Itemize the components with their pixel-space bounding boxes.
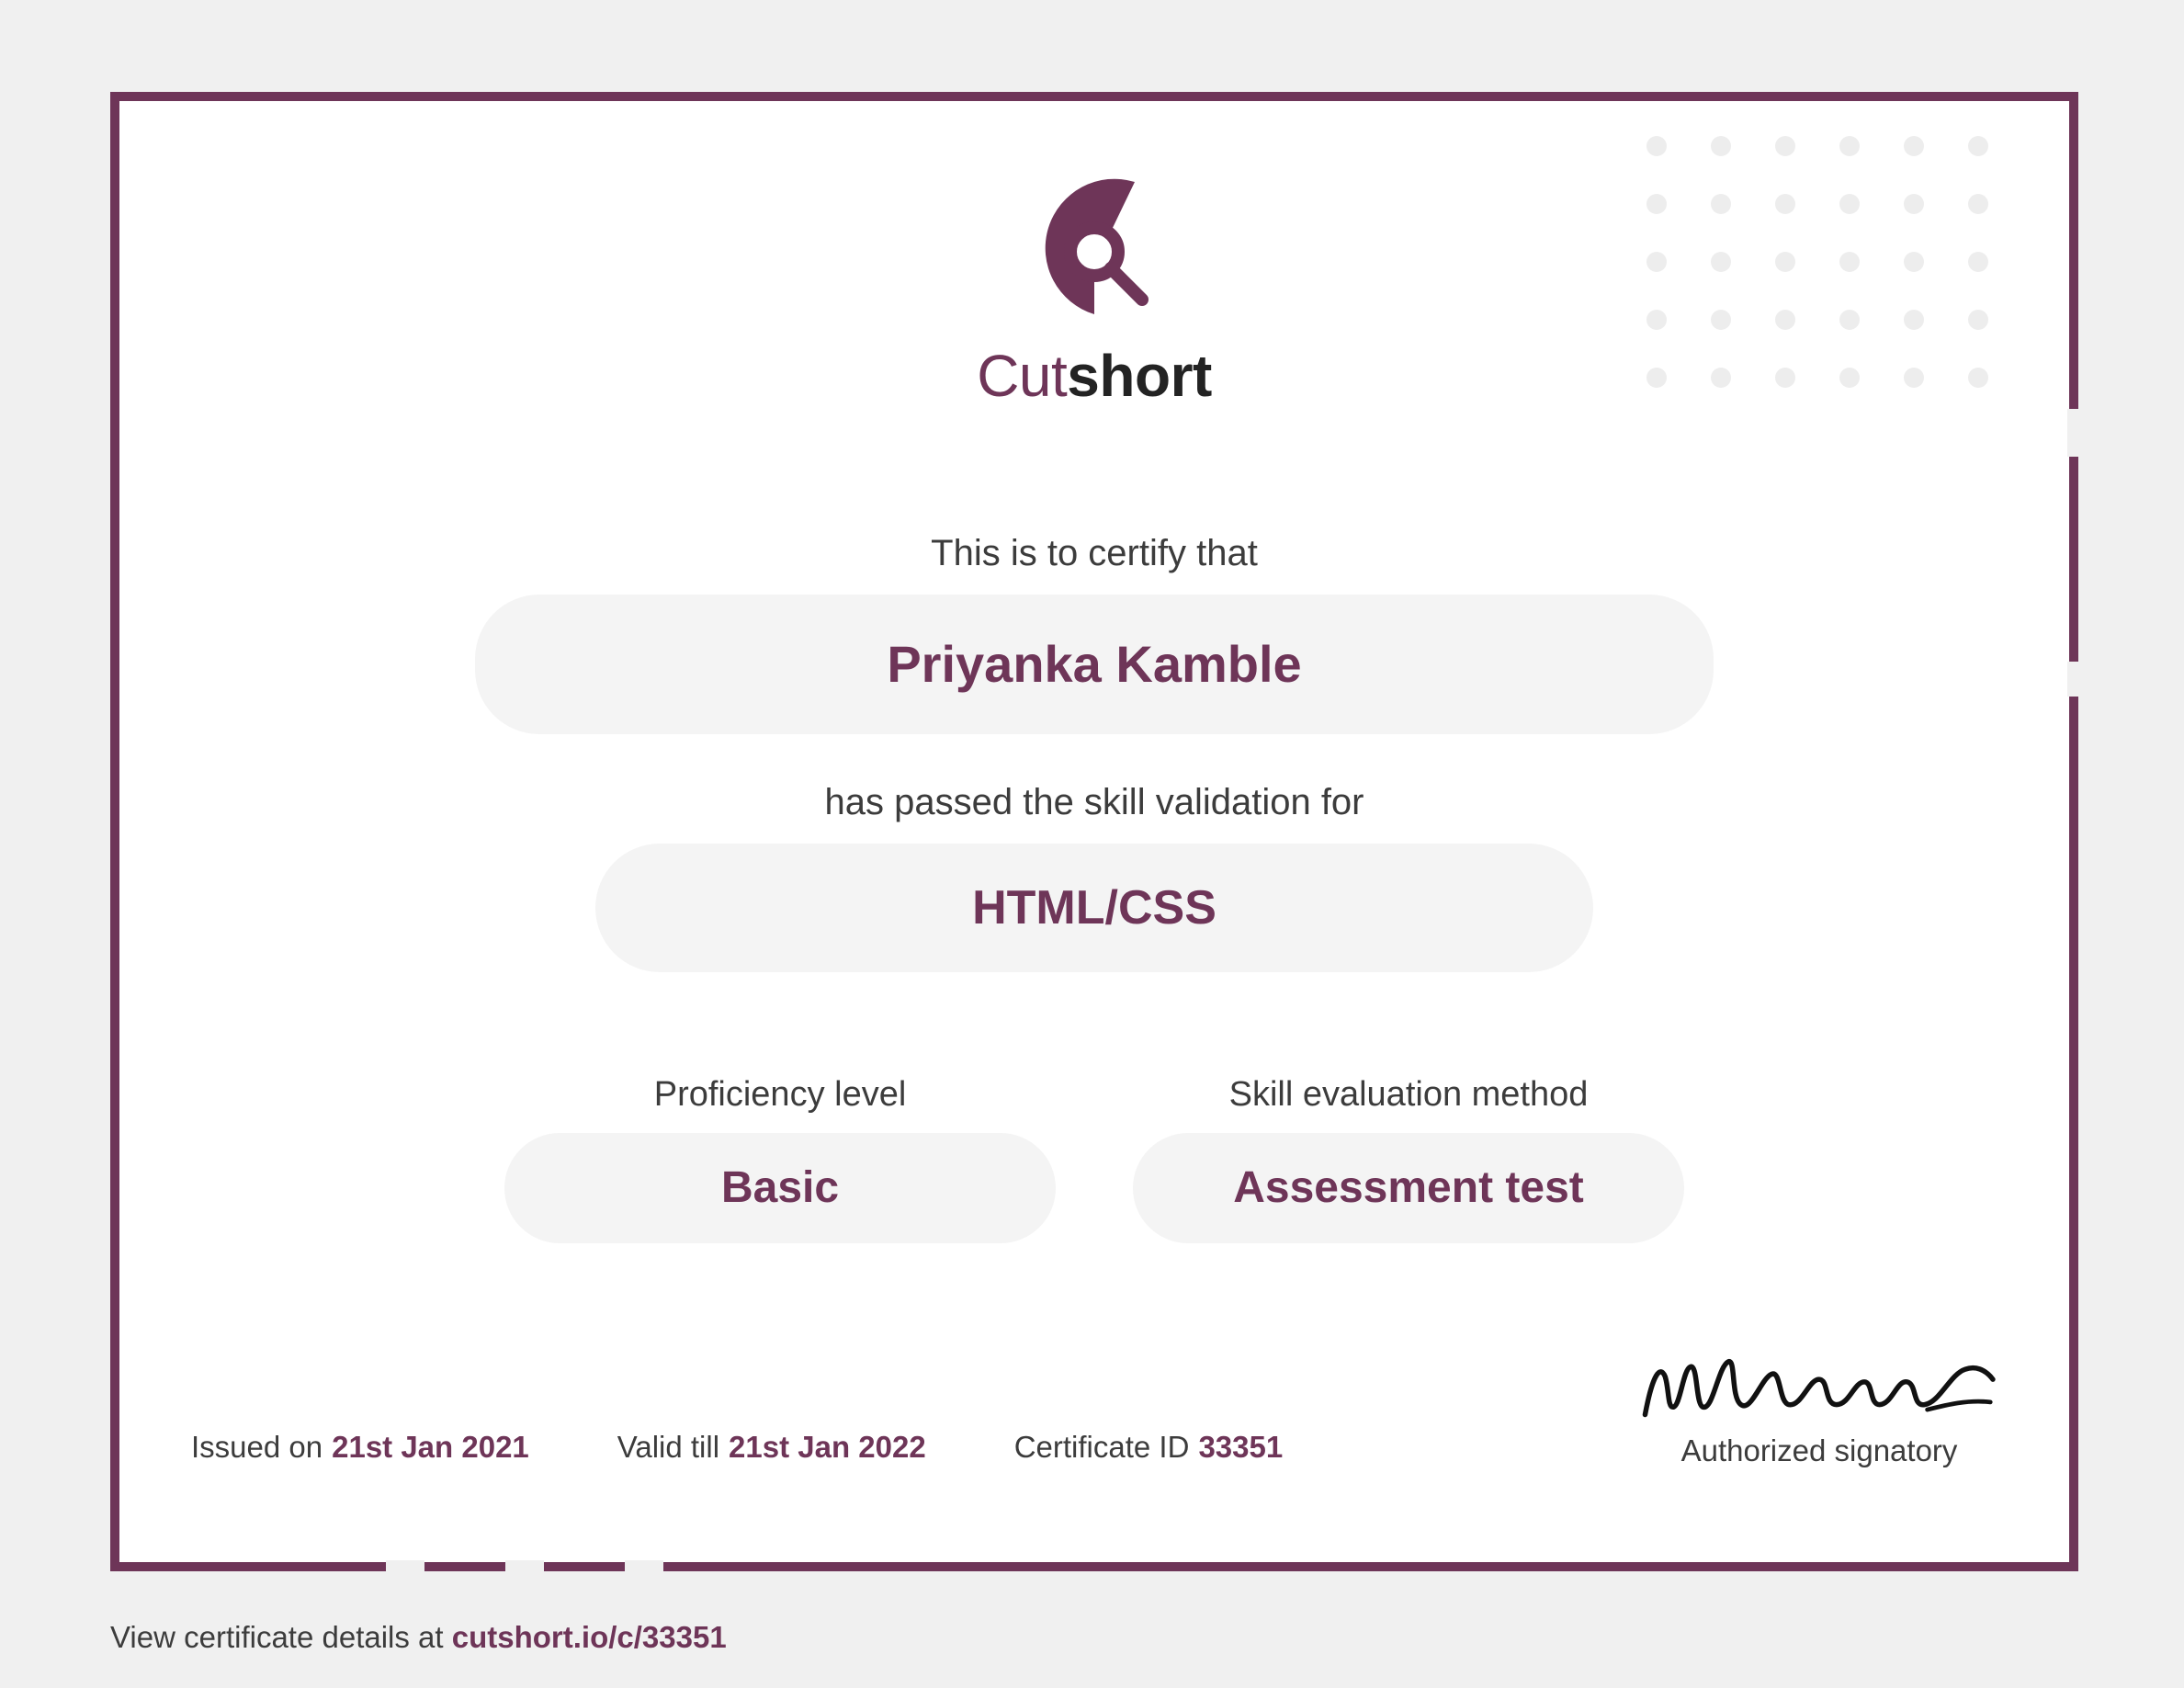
border-notch xyxy=(2067,409,2080,457)
valid-till-label: Valid till xyxy=(617,1430,720,1464)
issued-on-value: 21st Jan 2021 xyxy=(332,1430,529,1464)
certificate-id-item xyxy=(1014,1430,1283,1465)
proficiency-label: Proficiency level xyxy=(653,1075,907,1114)
certificate-url-link[interactable]: cutshort.io/c/33351 xyxy=(451,1620,727,1654)
passed-text: has passed the skill validation for xyxy=(824,782,1364,822)
issued-on-label: Issued on xyxy=(191,1430,323,1464)
brand-wordmark xyxy=(119,342,2069,410)
evaluation-value: Assessment test xyxy=(1133,1133,1684,1243)
signatory-label: Authorized signatory xyxy=(1680,1433,1958,1467)
certificate-id-label: Certificate ID xyxy=(1013,1430,1190,1464)
evaluation-label: Skill evaluation method xyxy=(1228,1075,1589,1114)
intro-text: This is to certify that xyxy=(931,533,1258,573)
border-notch xyxy=(2067,662,2080,697)
border-notch xyxy=(625,1560,663,1573)
valid-till-item xyxy=(617,1430,926,1465)
skill-name: HTML/CSS xyxy=(595,844,1593,972)
certificate-meta-row xyxy=(191,1430,1283,1465)
cutshort-c-logo-icon xyxy=(1002,156,1186,340)
view-details-text: View certificate details at xyxy=(110,1620,444,1654)
brand-logo-block xyxy=(119,156,2069,410)
border-notch xyxy=(505,1560,544,1573)
handwritten-signature-icon xyxy=(1630,1342,2008,1430)
brand-name-light: Cut xyxy=(977,343,1068,409)
border-notch xyxy=(386,1560,424,1573)
signature-block xyxy=(1626,1342,2012,1468)
certificate-card xyxy=(110,92,2078,1571)
proficiency-value: Basic xyxy=(504,1133,1056,1243)
issued-on-item xyxy=(191,1430,529,1465)
recipient-name: Priyanka Kamble xyxy=(475,595,1714,734)
valid-till-value: 21st Jan 2022 xyxy=(729,1430,926,1464)
evaluation-block xyxy=(1133,1075,1684,1243)
proficiency-block xyxy=(504,1075,1056,1243)
view-details-line xyxy=(110,1620,727,1655)
certificate-id-value: 33351 xyxy=(1198,1430,1284,1464)
brand-name-bold: short xyxy=(1067,343,1212,409)
